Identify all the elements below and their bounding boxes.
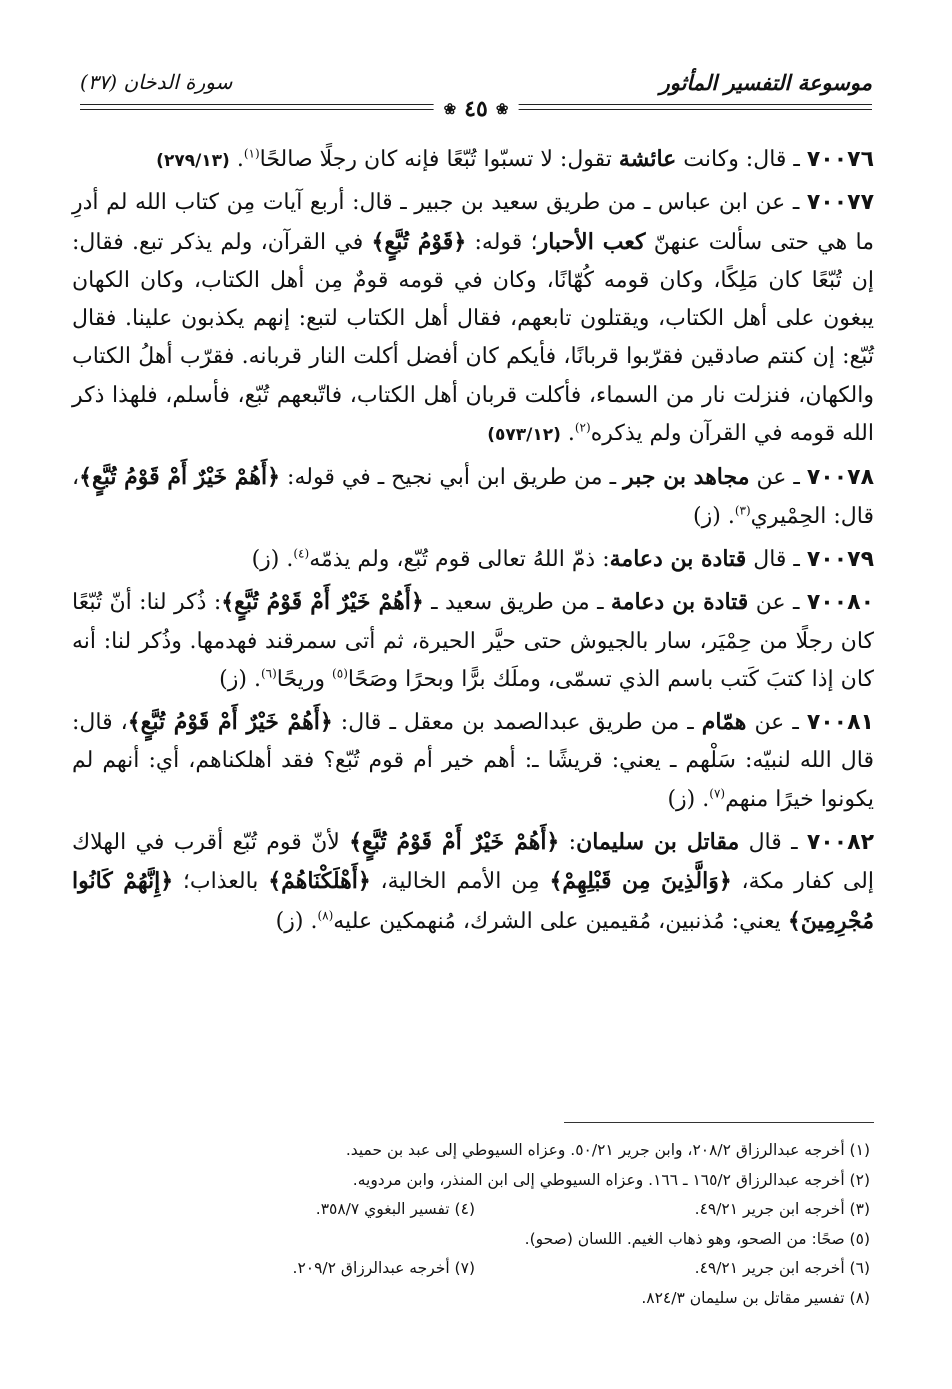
footnote: (٧) أخرجه عبدالرزاق ٢٠٩/٢.	[292, 1259, 475, 1277]
entry-number: ٧٠٠٨١	[806, 710, 874, 736]
quran-quote: ﴿إِنَّهُمْ كَانُوا مُجْرِمِينَ﴾	[72, 868, 874, 934]
text-run: ، قال: قال الله لنبيّه: سَلْهم ـ يعني: قريشًا ـ: أهم خير أم قوم تُبّع؟ فقد أهلكناهم، أي: أنهم لم يكونوا خيرًا منهم	[72, 710, 874, 812]
footnote-marker: (٦)	[260, 666, 277, 681]
quran-quote: ﴿أَهْلَكْنَاهُمْ﴾	[268, 868, 371, 895]
quran-quote: ﴿قَوْمُ تُبَّعٍ﴾	[371, 228, 467, 255]
footnote-marker: (٧)	[709, 786, 726, 801]
footnote-marker: (٤)	[293, 546, 310, 561]
entry-number: ٧٠٠٧٦	[806, 147, 874, 172]
main-text	[72, 140, 874, 945]
text-run: . (ز)	[693, 503, 735, 529]
entry-number: ٧٠٠٧٩	[806, 546, 874, 572]
footnote: (١) أخرجه عبدالرزاق ٢٠٨/٢، وابن جرير ٥٠/٢١. وعزاه السيوطي إلى عبد بن حميد.	[345, 1141, 870, 1159]
narrator-name: قتادة بن دعامة	[610, 589, 749, 616]
text-run: تقول: لا تسبّوا تُبّعًا فإنه كان رجلًا صالحًا	[259, 147, 619, 172]
text-run: ـ من طريق سعيد ـ	[423, 590, 611, 616]
quran-quote: ﴿أَهُمْ خَيْرٌ أَمْ قَوْمُ تُبَّعٍ﴾	[79, 464, 281, 491]
entry-number: ٧٠٠٨٠	[806, 590, 874, 616]
quran-quote: ﴿أَهُمْ خَيْرٌ أَمْ قَوْمُ تُبَّعٍ﴾	[127, 709, 333, 736]
narrator-name: عائشة	[618, 146, 677, 172]
footnote: (٥) صحًا: من الصحو، وهو ذهاب الغيم. اللسان (صحو).	[524, 1229, 870, 1248]
text-run: ـ قال: وكانت	[676, 147, 807, 172]
text-run: . (ز)	[219, 666, 261, 692]
text-run: ـ عن	[748, 590, 807, 616]
entry-number: ٧٠٠٨٢	[806, 830, 875, 856]
hadith-entry	[72, 184, 874, 454]
ornament-left-icon: ❀	[495, 100, 509, 118]
footnote-marker: (١)	[243, 146, 260, 161]
page-header	[80, 70, 872, 126]
text-run: :	[559, 830, 577, 856]
footnote-separator	[564, 1122, 874, 1123]
surah-title: سورة الدخان (٣٧)	[80, 70, 233, 94]
hadith-entry	[72, 703, 874, 819]
hadith-entry	[72, 458, 874, 536]
quran-quote: ﴿أَهُمْ خَيْرٌ أَمْ قَوْمُ تُبَّعٍ﴾	[349, 829, 560, 856]
narrator-name: مجاهد بن جبر	[623, 464, 750, 491]
text-run: . (ز)	[667, 786, 710, 812]
footnote: (٨) تفسير مقاتل بن سليمان ٨٢٤/٣.	[641, 1288, 870, 1307]
volume-page-reference: (٢٧٩/١٣)	[156, 151, 230, 171]
footnote: (٤) تفسير البغوي ٣٥٨/٧.	[315, 1200, 475, 1218]
ornament-right-icon: ❀	[443, 100, 457, 118]
footnote-marker: (٥)	[332, 666, 348, 681]
hadith-entry	[72, 583, 874, 699]
footnote-marker: (٣)	[734, 503, 751, 518]
volume-page-reference: (٥٧٣/١٢)	[487, 425, 561, 446]
narrator-name: كعب الأحبار	[537, 228, 646, 255]
text-run: ـ من طريق ابن أبي نجيح ـ في قوله:	[280, 465, 624, 491]
page-number-box	[434, 96, 519, 122]
text-run: ـ عن	[749, 465, 807, 491]
footnote-row	[80, 1195, 870, 1225]
footnote: (٣) أخرجه ابن جرير ٤٩/٢١.	[694, 1200, 870, 1218]
text-run: ـ قال	[739, 830, 807, 856]
text-run: : ذُكر لنا: أنّ تُبّعًا كان رجلًا من حِمْيَر، سار بالجيوش حتى حيَّر الحيرة، ثم أتى سمرقند فهدمها. وذُكر لنا: أنه كان إذا كتبَ كَتب باسم الذي تسمّى، وملَك برًّا وبحرًا وصَحًا	[72, 590, 874, 692]
text-run: .	[229, 147, 244, 172]
footnote: (٦) أخرجه ابن جرير ٤٩/٢١.	[694, 1259, 870, 1277]
narrator-name: مقاتل بن سليمان	[576, 829, 740, 856]
text-run: . (ز)	[251, 546, 294, 572]
text-run: ـ من طريق عبدالصمد بن معقل ـ قال:	[332, 710, 702, 736]
text-run: يعني: مُذنبين، مُقيمين على الشرك، مُنهمكين عليه	[333, 908, 788, 934]
text-run: .	[560, 421, 575, 447]
text-run: ـ عن ابن عباس ـ من طريق سعيد بن جبير ـ قال: أربع آيات مِن كتاب الله لم أدرِ ما هي حتى سألت عنهنّ	[72, 190, 875, 255]
text-run: . (ز)	[275, 908, 318, 934]
footnote-marker: (٢)	[574, 420, 591, 435]
text-run: لأنّ قوم تُبّع أقرب في الهلاك إلى كفار مكة،	[72, 830, 874, 895]
text-run: ـ قال	[746, 546, 807, 572]
quran-quote: ﴿وَالَّذِينَ مِن قَبْلِهِمْ﴾	[549, 868, 732, 895]
text-run: في القرآن، ولم يذكر تبع. فقال: إن تُبّعًا كان مَلِكًا، وكان قومه كُهّانًا، وكان في قومه قومٌ مِن أهل الكتاب، وكان الكهان يبغون على أهل الكتاب، ويقتلون تابعهم، فقال أهل الكتاب لتبع: إنهم يكذبون علينا. فقال تُبّع: إن كنتم صادقين فقرّبوا قربانًا، فأيكم كان أفضل أكلت النار قربانه. فقرّب أهلُ الكتاب والكهان، فنزلت نار من السماء، فأكلت قربان أهل الكتاب، فاتّبعهم تُبّع، فأسلم، فلهذا ذكر الله قومه في القرآن ولم يذكره	[72, 229, 874, 447]
narrator-name: قتادة بن دعامة	[609, 545, 747, 572]
text-run: ـ عن	[746, 710, 807, 736]
hadith-entry	[72, 823, 874, 941]
text-run: بالعذاب؛	[173, 869, 269, 895]
text-run: ، قال: الحِمْيري	[72, 465, 874, 529]
text-run: : ذمّ اللهُ تعالى قوم تُبّع، ولم يذمّه	[309, 546, 610, 572]
page-number: ٤٥	[464, 96, 488, 122]
text-run: وريحًا	[276, 666, 333, 692]
entry-number: ٧٠٠٧٨	[806, 465, 875, 491]
narrator-name: همّام	[701, 709, 747, 736]
book-title: موسوعة التفسير المأثور	[659, 70, 872, 95]
footnote: (٢) أخرجه عبدالرزاق ١٦٥/٢ ـ ١٦٦. وعزاه السيوطي إلى ابن المنذر، وابن مردويه.	[352, 1170, 870, 1189]
entry-number: ٧٠٠٧٧	[806, 190, 874, 216]
hadith-entry	[72, 140, 874, 180]
quran-quote: ﴿أَهُمْ خَيْرٌ أَمْ قَوْمُ تُبَّعٍ﴾	[221, 589, 424, 616]
footnotes	[80, 1136, 870, 1313]
footnote-row	[80, 1254, 870, 1284]
footnote-marker: (٨)	[317, 908, 334, 923]
text-run: ؛ قوله:	[466, 229, 538, 255]
text-run: مِن الأمم الخالية،	[370, 869, 550, 895]
hadith-entry	[72, 540, 874, 579]
